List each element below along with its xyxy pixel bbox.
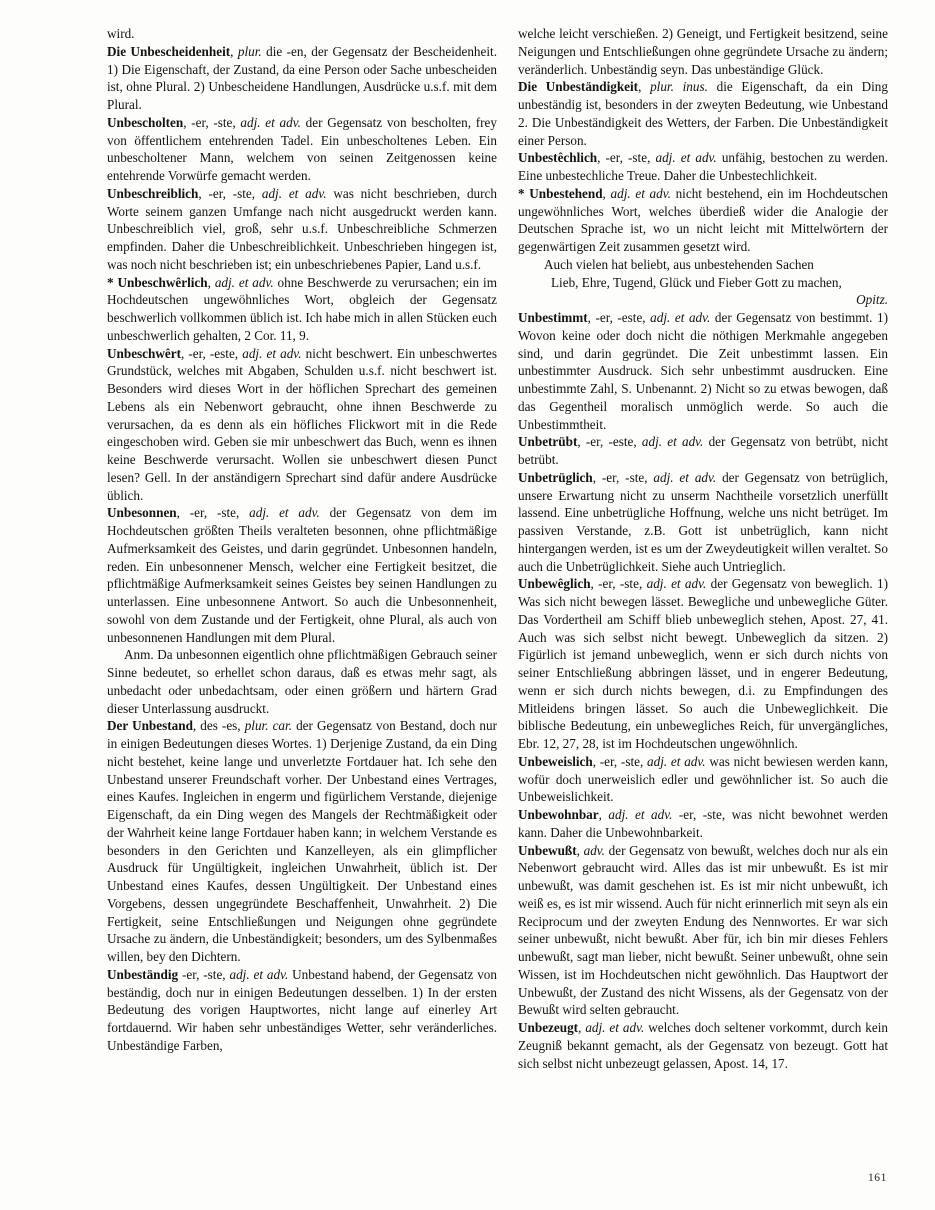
dictionary-entry [518,78,888,149]
entry-grammar-label: adj. et adv. [610,185,671,201]
entry-headword: Unbescholten [107,114,184,130]
entry-inflections: , [598,807,609,822]
entry-headword: Der Unbestand [107,718,193,734]
entry-grammar-label: adj. et adv. [646,576,707,592]
entry-inflections: -er, -ste, [178,966,230,982]
entry-grammar-label: adj. et adv. [608,807,673,822]
dictionary-entry [518,806,888,842]
entry-grammar-label: adv. [583,842,605,858]
continued-text: wird. [107,26,135,41]
entry-definition: -er, -ste, was nicht bewohnet werden kann. Daher die Unbewohnbarkeit. [518,807,888,840]
entry-inflections: , -er, -ste, [183,114,241,130]
entry-definition: was nicht bewiesen werden kann, wofür doch unerweislich edler und gewöhnlicher ist. So auch die Unbeweislichkeit. [518,753,888,805]
entry-grammar-label: adj. et adv. [240,114,301,130]
entry-grammar-label: plur. [237,43,262,59]
entry-grammar-label: adj. et adv. [641,434,704,450]
dictionary-entry [107,504,497,646]
entry-grammar-label: plur. inus. [650,79,708,95]
entry-inflections: , [207,274,215,290]
left-column [107,25,497,1165]
entry-definition: der Gegensatz von betrübt, nicht betrübt. [518,434,888,467]
entry-grammar-label: adj. et adv. [261,185,327,201]
entry-inflections: , -er, -este, [181,345,243,361]
entry-definition: ohne Beschwerde zu verursachen; ein im Hochdeutschen ungewöhnliches Wort, obgleich der Gegensatz beschwerlich vollkommen üblich ist. Ich habe mich in allen Stücken euch unbeschwerlich gehalten, 2 Cor. 11, 9. [107,274,497,343]
dictionary-entry [107,966,497,1055]
dictionary-entry [518,149,888,185]
entry-definition: die -en, der Gegensatz der Bescheidenheit. 1) Die Eigenschaft, der Zustand, da eine Person oder Sache unbescheiden ist, ohne Plural. 2) Unbescheidene Handlungen, Ausdrücke u.s.f. mit dem Plural. [107,43,498,112]
entry-grammar-label: adj. et adv. [653,469,717,485]
entry-inflections: , [638,79,651,95]
entry-definition: nicht bestehend, ein im Hochdeutschen ungewöhnliches Wort, welches überdieß wider die Analogie der Deutschen Sprache ist, wo un nicht leicht mit Mittelwörtern der gegenwärtigen Zeit zusammen gesetzt wird. [518,185,888,254]
entry-inflections: , -er, -ste, [176,505,250,521]
entry-headword: Unbetrüglich [518,469,593,485]
entry-grammar-label: adj. et adv. [655,150,717,166]
entry-grammar-label: adj. et adv. [647,753,706,769]
quoted-verse-line: Lieb, Ehre, Tugend, Glück und Fieber Gott zu machen, [551,274,842,290]
dictionary-entry [107,274,497,345]
dictionary-entry [518,842,888,1020]
entry-headword: Unbewêglich [518,576,591,592]
entry-headword: Die Unbeständigkeit [518,79,639,95]
entry-definition: der Gegensatz von beweglich. 1) Was sich nicht bewegen lässet. Bewegliche und unbewegliche Güter. Das Vordertheil am Schiff blieb unbeweglich stehen, Apost. 27, 41. Auch was sich selbst nicht bewegt. Unbeweglich da sitzen. 2) Figürlich ist jemand unbeweglich, wenn er sich durch nichts von seiner Entschließung abbringen lässet, und in engerer Bedeutung, wenn er sich durch nichts bewegen, d.i. zu Empfindungen des Mitleidens bringen lässet. So auch die Unbeweglichkeit. Die biblische Bedeutung, ein unbewegliches Reich, für unvergängliches, Ebr. 12, 27, 28, ist im Hochdeutschen ungewöhnlich. [518,576,888,751]
entry-definition: der Gegensatz von Bestand, doch nur in einigen Bedeutungen dieses Wortes. 1) Derjenige Zustand, da ein Ding nicht bestehet, keine lange und unverletzte Fortdauer hat. Ich sehe den Unbestand unserer Freundschaft vorher. Der Unbestand eines Vertrages, eines Kaufes. Ingleichen in engerm und figürlichem Verstande, diejenige Eigenschaft, da ein Ding wegen des Mangels der Rechtmäßigkeit oder der Wahrheit keine lange Fortdauer haben kann; in welchem Verstande es besonders in den Gerichten und Kanzelleyen, als ein glimpflicher Ausdruck für Ungültigkeit, ingleichen Unwahrheit, üblich ist. Der Unbestand eines Kaufes, dessen Ungültigkeit. Der Unbestand eines Vorgebens, dessen ungegründete Beschaffenheit, Unwahrheit. 2) Die Fertigkeit, seine Entschließungen und Neigungen ohne gegründete Ursache zu ändern, die Unbeständigkeit; besonders, um des Sylbenmaßes willen, bey den Dichtern. [107,718,497,964]
entry-definition: die Eigenschaft, da ein Ding unbeständig ist, besonders in der zweyten Bedeutung, wie Unbestand 2. Die Unbeständigkeit des Wetters, der Farben. Die Unbeständigkeit einer Person. [518,79,888,148]
entry-headword: Unbeweislich [518,753,593,769]
entry-headword: Unbewußt [518,842,577,858]
entry-headword: Unbeständig [107,966,179,982]
right-column [518,25,888,1165]
entry-grammar-label: adj. et adv. [249,505,320,521]
quote-attribution: Opitz. [856,292,888,308]
entry-inflections: , -er, -ste, [592,469,654,485]
dictionary-entry [518,309,888,433]
entry-grammar-label: adj. et adv. [229,966,289,982]
dictionary-entry [518,575,888,753]
entry-headword: Unbetrübt [518,434,578,450]
entry-inflections: , [576,842,584,858]
dictionary-entry [107,717,497,966]
dictionary-entry [518,753,888,806]
entry-grammar-label: plur. car. [244,718,292,734]
entry-grammar-label: adj. et adv. [650,310,711,325]
dictionary-entry: Die Unbescheidenheit, plur. die -en, der Gegensatz der Bescheidenheit. 1) Die Eigenschaft, der Zustand, da eine Person oder Sache unbescheiden ist, ohne Plural. 2) Unbescheidene Handlungen, Ausdrücke u.s.f. mit dem Plural. [107,43,498,112]
entry-definition: der Gegensatz von betrüglich, unsere Erwartung nicht zu unserm Nachtheile vorsetzlich unerfüllt lassend. Eine unbetrügliche Hoffnung, welche uns nicht betrüget. Im passiven Verstande, z.B. Gott ist unbetrüglich, kann nicht hintergangen werden, ist es um der Zweydeutigkeit willen veraltet. So auch die Unbetrüglichkeit. Siehe auch Untrieglich. [518,469,889,574]
dictionary-entry [518,1019,888,1072]
dictionary-entry [518,469,888,576]
entry-definition: unfähig, bestochen zu werden. Eine unbestechliche Treue. Daher die Unbestechlichkeit. [518,150,888,183]
entry-definition: welches doch seltener vorkommt, durch kein Zeugniß bekannt gemacht, als der Gegensatz von bezeugt. Gott hat sich selbst nicht unbezeugt gelassen, Apost. 14, 17. [518,1020,889,1071]
entry-inflections: , [578,1020,586,1035]
entry-definition: der Gegensatz von dem im Hochdeutschen größten Theils veralteten besonnen, ohne pflichtmäßige Aufmerksamkeit des Geistes, und darin gegründet. Unbesonnen handeln, reden. Ein unbesonnener Mensch, welcher eine Fertigkeit besitzet, die pflichtmäßige Aufmerksamkeit seines Geistes bey seinen Handlungen zu unterlassen. Eine unbesonnene Antwort. So auch die Unbesonnenheit, sowohl von dem Zustande und der Fertigkeit, ohne Plural, als auch von unbesonnenen Handlungen mit dem Plural. [107,505,498,645]
entry-headword: Unbeschwêrt [107,345,181,361]
entry-inflections: , -er, -ste, [198,185,262,201]
quoted-verse-line: Auch vielen hat beliebt, aus unbestehenden Sachen [544,256,814,272]
entry-inflections: , des -es, [192,718,245,734]
entry-definition: Unbestand habend, der Gegensatz von beständig, doch nur in einigen Bedeutungen desselben. 1) In der ersten Bedeutung des vorigen Hauptwortes, nicht lange auf einerley Art fortdauernd. Wir haben sehr unbeständiges Wetter, sehr veränderliches. Unbeständige Farben, [107,966,497,1053]
entry-headword: Die Unbescheidenheit [107,43,231,59]
continued-text: welche leicht verschießen. 2) Geneigt, und Fertigkeit besitzend, seine Neigungen und Entschließungen ohne gegründete Ursache zu ändern; veränderlich. Unbeständig seyn. Das unbeständige Glück. [518,26,888,77]
entry-headword: Unbewohnbar [518,807,599,822]
entry-headword: Unbesonnen [107,505,177,521]
dictionary-entry [107,114,497,185]
entry-inflections: , -er, -este, [587,310,651,325]
entry-headword: Unbeschreiblich [107,185,199,201]
two-column-text-body [107,25,888,1165]
entry-inflections: , -er, -ste, [592,753,648,769]
entry-headword: * Unbeschwêrlich [107,274,208,290]
entry-inflections: , -er, -ste, [597,150,656,166]
entry-grammar-label: adj. et adv. [585,1020,645,1035]
dictionary-entry [107,345,497,505]
entry-definition: der Gegensatz von bewußt, welches doch nur als ein Nebenwort gebraucht wird. Alles das ist mir unbewußt. Es ist mir unbewußt, was damit geschehen ist. Es ist mir nicht unbewußt, ich weiß es, es ist mir wissend. Auch für nicht erinnerlich mit seyn als ein Reciprocum und der zweyten Endung des Nennwortes. Er war sich seiner unbewußt, nicht bewußt. Aber für, ich bin mir dieses Fehlers unbewußt, sagt man lieber, nicht bewußt. Seiner unbewußt, ohne sein Wissen, ist im Hochdeutschen nicht gewöhnlich. Das Hauptwort der Unbewußt, der Zustand des nicht Wissens, als der Gegensatz von der Bewußt wird selten gebraucht. [518,842,889,1018]
entry-grammar-label: adj. et adv. [214,274,274,290]
entry-headword: Unbestimmt [518,310,588,325]
dictionary-entry [518,185,888,256]
dictionary-entry [107,185,497,274]
entry-definition: der Gegensatz von bescholten, frey von öffentlichem entehrenden Tadel. Ein unbescholtenes Leben. Ein unbescholtener Mann, welchem von seinen Zeitgenossen keine entehrende Vorwürfe gemacht werden. [107,114,497,183]
entry-definition: nicht beschwert. Ein unbeschwertes Grundstück, welches mit Abgaben, Schulden u.s.f. nicht beschwert ist. Besonders wird dieses Wort in der höflichen Sprechart des gemeinen Lebens als ein Nebenwort gebraucht, ohne ihnen Beschwerde zu verursachen, da es denn als ein höfliches Flickwort mit in die Rede eingeschoben wird. Geben sie mir unbeschwert das Buch, wenn es ihnen keine Beschwerde verursacht. Wollen sie unbeschwert diesen Punct lesen? Gell. In der anständigern Sprechart sind dafür andere Ausdrücke üblich. [107,345,497,503]
dictionary-entry [518,433,888,469]
entry-grammar-label: adj. et adv. [242,345,302,361]
entry-headword: Unbestêchlich [518,150,598,166]
page-number: 161 [867,1172,887,1184]
entry-definition: der Gegensatz von bestimmt. 1) Wovon keine oder doch nicht die nöthigen Merkmahle angegeben sind, und darin gegründet. Die Zeit unbestimmt lassen. Ein unbestimmter Ausdruck. Sich sehr unbestimmt ausdrucken. Eine unbestimmte Zahl, S. Unbenannt. 2) Nicht so zu etwas bewogen, daß das Gegentheil moralisch unmöglich werde. So auch die Unbestimmtheit. [518,310,888,432]
entry-inflections: , -er, -ste, [590,576,647,592]
entry-headword: Unbezeugt [518,1020,579,1035]
entry-inflections: , -er, -este, [577,434,642,450]
entry-inflections: , [602,185,611,201]
entry-annotation: Anm. Da unbesonnen eigentlich ohne pflichtmäßigen Gebrauch seiner Sinne bedeutet, so erhellet schon daraus, daß es etwas mehr sagt, als unbedacht oder unbedachtsam, oder einen größern und härtern Grad dieser Unterlassung ausdruckt. [107,647,497,716]
entry-definition: was nicht beschrieben, durch Worte seinem ganzen Umfange nach nicht ausgedruckt werden kann. Unbeschreiblich viel, groß, sehr u.s.f. Unbeschreibliche Schmerzen empfinden. Daher die Unbeschreiblichkeit. Unbeschrieben hingegen ist, was noch nicht beschrieben ist; ein unbeschriebenes Papier, Land u.s.f. [107,185,497,272]
entry-headword: * Unbestehend [518,185,603,201]
